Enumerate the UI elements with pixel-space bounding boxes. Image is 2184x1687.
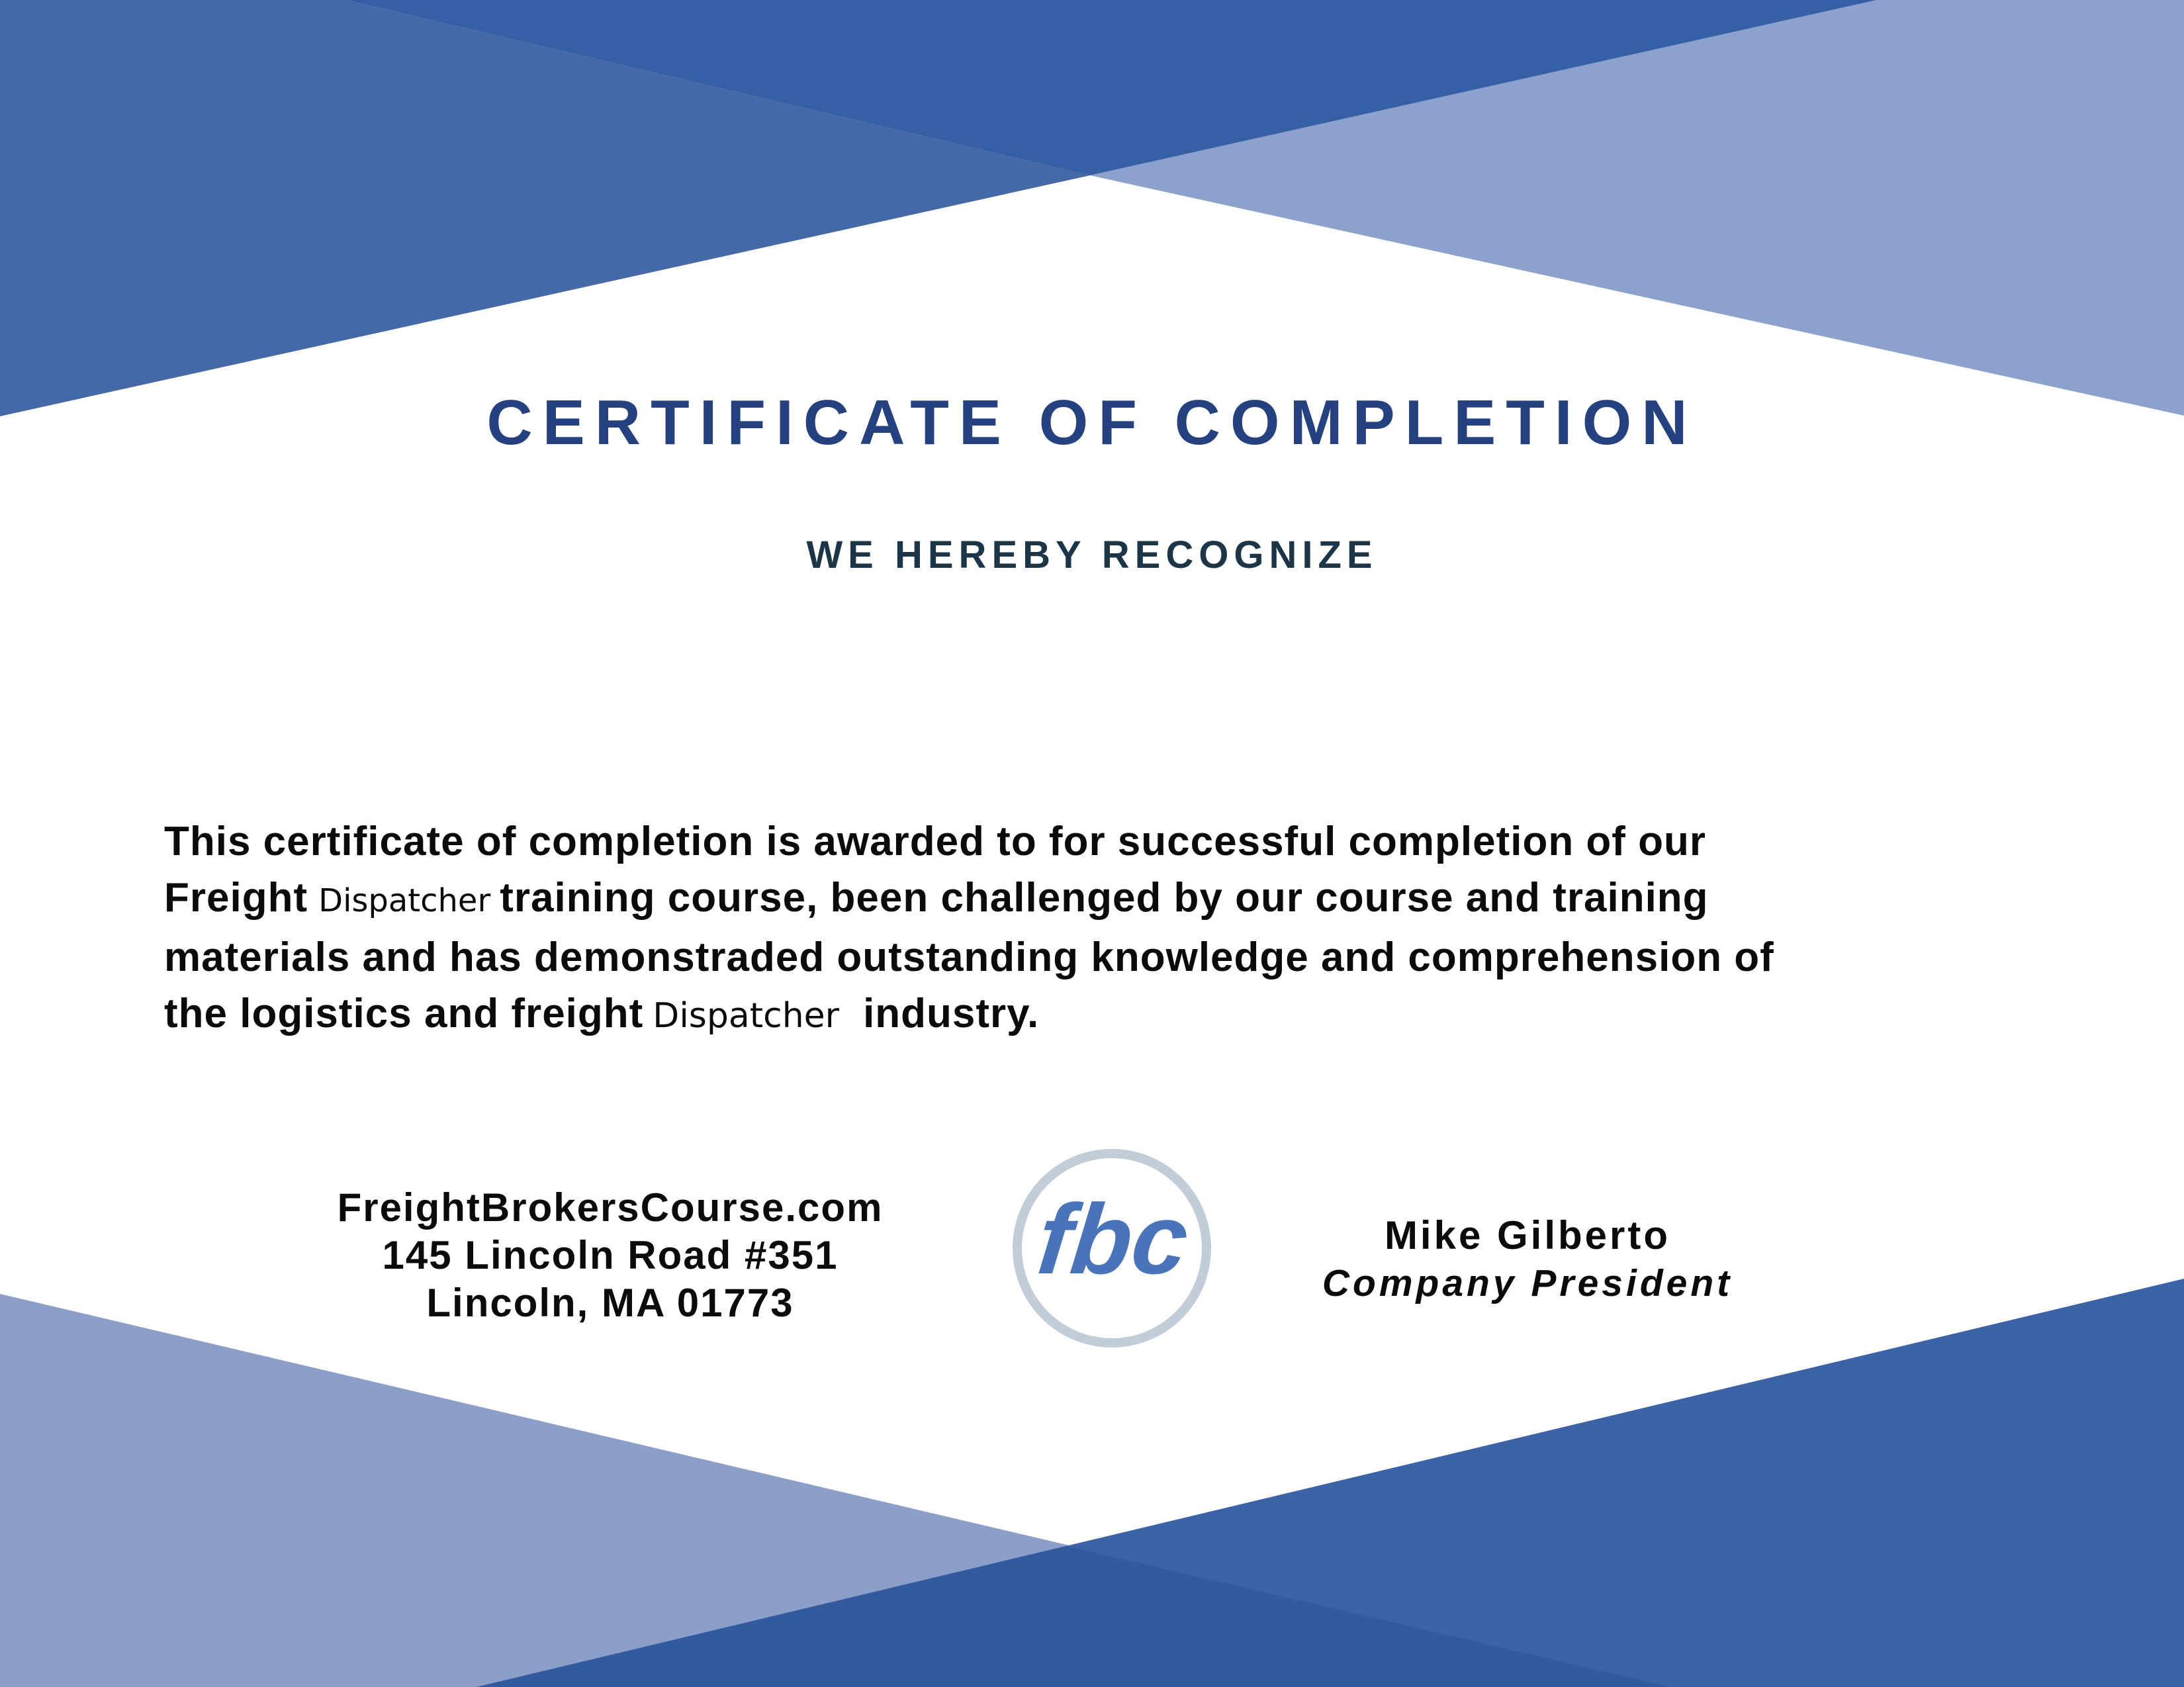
body-line-2-post: training course, been challenged by our course and training bbox=[500, 875, 1709, 921]
body-paragraph bbox=[164, 813, 2030, 1044]
signatory-name: Mike Gilberto bbox=[1384, 1213, 1671, 1257]
body-line-1-text: This certificate of completion is awarded to for successful completion of our bbox=[164, 819, 1707, 864]
body-line-2-pre: Freight bbox=[164, 875, 308, 921]
signatory-title: Company President bbox=[1322, 1262, 1733, 1304]
fbc-logo-text: fbc bbox=[1032, 1183, 1193, 1295]
issuer-address-block bbox=[213, 1184, 1007, 1327]
signatory-block bbox=[1130, 1212, 1925, 1307]
body-line-2 bbox=[164, 870, 2030, 929]
body-line-1 bbox=[164, 813, 2030, 870]
course-type-field-1: Dispatcher bbox=[318, 882, 491, 919]
body-line-4-pre: the logistics and freight bbox=[164, 991, 644, 1036]
body-line-3 bbox=[164, 929, 2030, 985]
issuer-website: FreightBrokersCourse.com bbox=[337, 1185, 884, 1230]
issuer-city-state-zip: Lincoln, MA 01773 bbox=[426, 1281, 794, 1325]
body-line-4-post: industry. bbox=[863, 991, 1040, 1036]
body-line-3-text: materials and has demonstraded outstanding knowledge and comprehension of bbox=[164, 935, 1774, 980]
course-type-field-2: Dispatcher bbox=[653, 996, 840, 1036]
recognition-subtitle: WE HEREBY RECOGNIZE bbox=[806, 533, 1378, 576]
certificate-title: CERTIFICATE OF COMPLETION bbox=[486, 387, 1698, 458]
body-line-4 bbox=[164, 985, 2030, 1044]
issuer-street-address: 145 Lincoln Road #351 bbox=[382, 1233, 839, 1277]
